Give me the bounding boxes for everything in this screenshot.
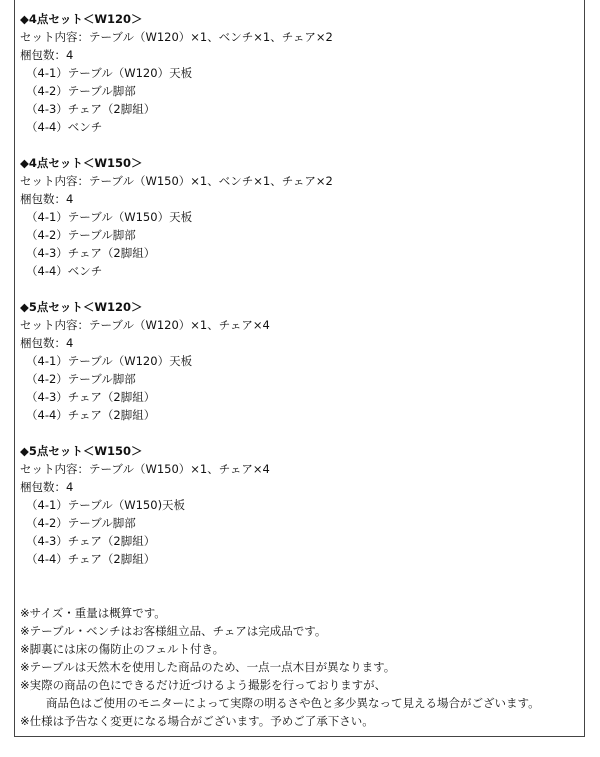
set-item: （4-1）テーブル（W120）天板 [26, 66, 193, 80]
set-item: （4-4）チェア（2脚組） [26, 408, 156, 422]
set-item: （4-4）ベンチ [26, 264, 103, 278]
note-line: ※テーブル・ベンチはお客様組立品、チェアは完成品です。 [20, 624, 327, 638]
set-item: （4-3）チェア（2脚組） [26, 534, 156, 548]
note-line: ※テーブルは天然木を使用した商品のため、一点一点木目が異なります。 [20, 660, 396, 674]
set-block [20, 10, 580, 136]
set-item: （4-1）テーブル（W150）天板 [26, 210, 193, 224]
set-item: （4-3）チェア（2脚組） [26, 246, 156, 260]
set-contents: セット内容：テーブル（W120）×1、チェア×4 [20, 318, 270, 332]
set-packages: 梱包数：4 [20, 48, 74, 62]
set-item: （4-1）テーブル（W150)天板 [26, 498, 186, 512]
spec-list [20, 10, 580, 730]
set-packages: 梱包数：4 [20, 480, 74, 494]
set-item: （4-3）チェア（2脚組） [26, 390, 156, 404]
set-item: （4-3）チェア（2脚組） [26, 102, 156, 116]
set-item: （4-2）テーブル脚部 [26, 372, 136, 386]
set-block [20, 442, 580, 568]
note-line: ※サイズ・重量は概算です。 [20, 606, 166, 620]
set-packages: 梱包数：4 [20, 192, 74, 206]
set-packages: 梱包数：4 [20, 336, 74, 350]
note-line: ※仕様は予告なく変更になる場合がございます。予めご了承下さい。 [20, 714, 374, 728]
set-title: ◆5点セット＜W120＞ [20, 300, 143, 314]
note-line: ※実際の商品の色にできるだけ近づけるよう撮影を行っておりますが、 [20, 678, 387, 692]
set-block [20, 154, 580, 280]
set-item: （4-2）テーブル脚部 [26, 516, 136, 530]
note-line: ※脚裏には床の傷防止のフェルト付き。 [20, 642, 225, 656]
set-item: （4-4）チェア（2脚組） [26, 552, 156, 566]
set-contents: セット内容：テーブル（W150）×1、チェア×4 [20, 462, 270, 476]
set-title: ◆4点セット＜W150＞ [20, 156, 143, 170]
set-item: （4-2）テーブル脚部 [26, 228, 136, 242]
set-title: ◆5点セット＜W150＞ [20, 444, 143, 458]
set-block [20, 298, 580, 424]
set-item: （4-4）ベンチ [26, 120, 103, 134]
set-item: （4-1）テーブル（W120）天板 [26, 354, 193, 368]
set-title: ◆4点セット＜W120＞ [20, 12, 143, 26]
notes-block [20, 604, 580, 730]
set-contents: セット内容：テーブル（W120）×1、ベンチ×1、チェア×2 [20, 30, 333, 44]
set-item: （4-2）テーブル脚部 [26, 84, 136, 98]
note-line: 商品色はご使用のモニターによって実際の明るさや色と多少異なって見える場合がございます。 [46, 696, 540, 710]
set-contents: セット内容：テーブル（W150）×1、ベンチ×1、チェア×2 [20, 174, 333, 188]
